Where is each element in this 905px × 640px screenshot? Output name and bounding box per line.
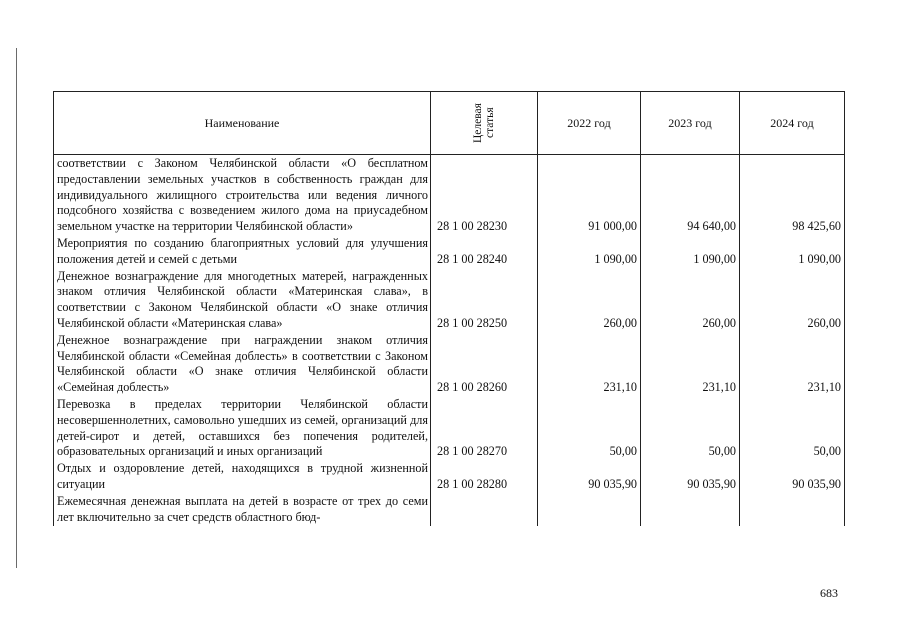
row-name: Отдых и оздоровление детей, находящихся в трудной жизненной ситуации [54, 461, 431, 494]
row-2022: 231,10 [538, 333, 641, 397]
row-code: 28 1 00 28270 [431, 397, 538, 461]
row-name: Денежное вознаграждение при награждении знаком отличия Челябинской области «Семейная доблесть» в соответствии с Законом Челябинской области «О знаке отличия Челябинской области «Семейная доблесть» [54, 333, 431, 397]
row-code [431, 494, 538, 527]
row-name: Ежемесячная денежная выплата на детей в возрасте от трех до семи лет включительно за счет средств областного бюд- [54, 494, 431, 527]
table-row [54, 397, 845, 461]
page-number: 683 [820, 586, 838, 600]
header-code-label: Целевая статья [472, 103, 496, 143]
table-row [54, 333, 845, 397]
table-row [54, 155, 845, 236]
table-header-row [54, 92, 845, 155]
row-2023: 94 640,00 [641, 155, 740, 236]
margin-line [16, 48, 17, 568]
row-code: 28 1 00 28240 [431, 236, 538, 269]
row-code: 28 1 00 28260 [431, 333, 538, 397]
table-row [54, 494, 845, 527]
table-row [54, 461, 845, 494]
row-2022: 90 035,90 [538, 461, 641, 494]
row-2023: 231,10 [641, 333, 740, 397]
header-2023: 2023 год [641, 92, 740, 155]
row-2022: 1 090,00 [538, 236, 641, 269]
table-row [54, 269, 845, 333]
row-2023: 260,00 [641, 269, 740, 333]
row-2022: 260,00 [538, 269, 641, 333]
row-2024: 98 425,60 [740, 155, 845, 236]
row-2022: 91 000,00 [538, 155, 641, 236]
row-2024: 231,10 [740, 333, 845, 397]
row-2024 [740, 494, 845, 527]
budget-table [53, 91, 845, 526]
header-code [431, 92, 538, 155]
table-row [54, 236, 845, 269]
row-2023: 90 035,90 [641, 461, 740, 494]
header-2022: 2022 год [538, 92, 641, 155]
row-2024: 50,00 [740, 397, 845, 461]
row-code: 28 1 00 28230 [431, 155, 538, 236]
row-code: 28 1 00 28250 [431, 269, 538, 333]
row-name: Денежное вознаграждение для многодетных матерей, награжденных знаком отличия Челябинской области «Материнская слава», в соответствии с Законом Челябинской области «О знаке отличия Челябинской области «Материнская слава» [54, 269, 431, 333]
row-2023 [641, 494, 740, 527]
row-code: 28 1 00 28280 [431, 461, 538, 494]
row-2023: 1 090,00 [641, 236, 740, 269]
row-2024: 1 090,00 [740, 236, 845, 269]
row-2022 [538, 494, 641, 527]
row-2024: 260,00 [740, 269, 845, 333]
header-2024: 2024 год [740, 92, 845, 155]
row-name: Перевозка в пределах территории Челябинской области несовершеннолетних, самовольно ушедших из семей, организаций для детей-сирот и детей, оставшихся без попечения родителей, образовательных организаций и иных организаций [54, 397, 431, 461]
row-name: Мероприятия по созданию благоприятных условий для улучшения положения детей и семей с детьми [54, 236, 431, 269]
row-name: соответствии с Законом Челябинской области «О бесплатном предоставлении земельных участков в собственность граждан для индивидуального жилищного строительства или ведения личного подсобного хозяйства с возведением жилого дома на приусадебном земельном участке на территории Челябинской области» [54, 155, 431, 236]
row-2022: 50,00 [538, 397, 641, 461]
row-2024: 90 035,90 [740, 461, 845, 494]
row-2023: 50,00 [641, 397, 740, 461]
header-name: Наименование [54, 92, 431, 155]
